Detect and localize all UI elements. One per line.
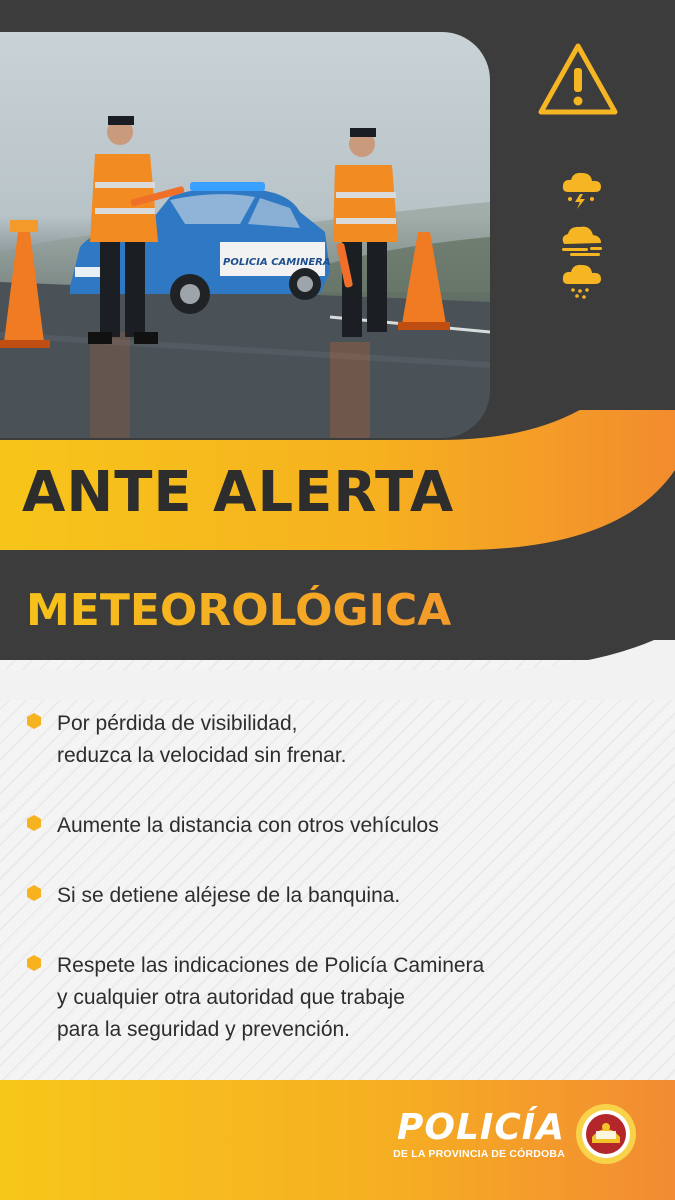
police-photo (0, 32, 490, 438)
police-seal-icon (575, 1103, 637, 1165)
tip-text: Aumente la distancia con otros vehículos (57, 814, 439, 837)
warning-icon (535, 40, 621, 120)
tip-text: Si se detiene aléjese de la banquina. (57, 884, 401, 907)
hexagon-bullet-icon (26, 955, 42, 971)
title-line-1: ANTE ALERTA (22, 460, 455, 525)
footer-bar (0, 1080, 675, 1200)
wave-divider (0, 640, 675, 700)
hexagon-bullet-icon (26, 713, 42, 729)
title-line-2: METEOROLÓGICA (26, 585, 452, 636)
list-item (26, 708, 646, 772)
car-label: POLICIA CAMINERA (223, 257, 331, 268)
hexagon-bullet-icon (26, 815, 42, 831)
tip-text: Respete las indicaciones de Policía Caminera y cualquier otra autoridad que trabaje para la seguridad y prevención. (57, 954, 485, 1041)
hail-cloud-icon (560, 262, 604, 302)
list-item (26, 810, 646, 842)
logo-main-text: POLICÍA (397, 1107, 565, 1148)
wind-cloud-icon (560, 218, 604, 258)
storm-cloud-icon (560, 170, 604, 210)
tip-text: Por pérdida de visibilidad, reduzca la velocidad sin frenar. (57, 712, 347, 767)
safety-tips-list (26, 708, 646, 1084)
list-item (26, 950, 646, 1046)
police-logo (393, 1107, 565, 1160)
list-item (26, 880, 646, 912)
logo-subtitle: DE LA PROVINCIA DE CÓRDOBA (393, 1148, 565, 1160)
hexagon-bullet-icon (26, 885, 42, 901)
